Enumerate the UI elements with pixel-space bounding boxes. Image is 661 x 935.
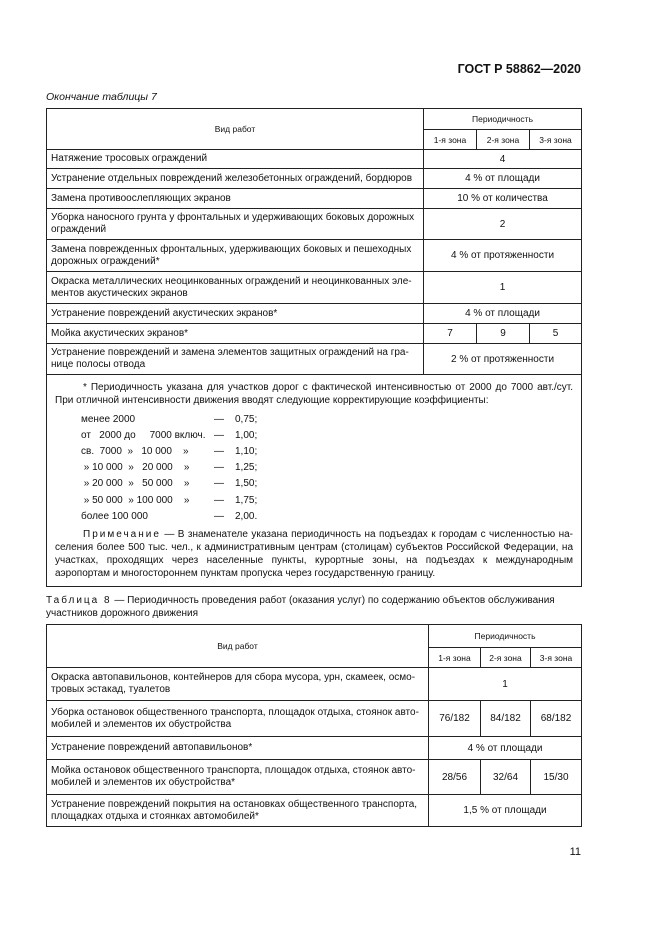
table8-caption-label: Таблица 8 — [46, 595, 112, 606]
coefficient-row — [81, 492, 573, 508]
period-cell-zone-2: 84/182 — [481, 701, 531, 737]
period-cell-zone-3: 68/182 — [531, 701, 582, 737]
work-cell: Устранение отдельных повреждений железобетонных ограждений, бордюров — [47, 169, 424, 189]
period-cell-zone-1: 28/56 — [429, 760, 481, 795]
period-cell-zone-2: 32/64 — [481, 760, 531, 795]
table-row — [47, 737, 582, 760]
table-row — [47, 324, 582, 344]
work-cell: Замена поврежденных фронтальных, удерживающих боковых и пешеходных дорожных ограждений* — [47, 240, 424, 272]
coefficient-row — [81, 476, 573, 492]
work-cell: Устранение повреждений и замена элементов защитных ограждений на границе полосы отвода — [47, 344, 424, 375]
col-header-period: Периодичность — [424, 109, 582, 130]
table-row — [47, 701, 582, 737]
table8-caption — [46, 594, 581, 620]
work-cell: Окраска металлических неоцинкованных ограждений и неоцинкованных элементов акустических экранов — [47, 272, 424, 304]
coef-range: св. 7000 » 10 000 » — [81, 445, 189, 457]
coef-value: 0,75; — [235, 413, 258, 425]
coef-range: » 10 000 » 20 000 » — [81, 462, 190, 474]
period-cell-zone-1: 7 — [424, 324, 477, 344]
footnote-text: * Периодичность указана для участков дорог с фактической интенсивностью от 2000 до 7000 авт./сут. При отличной интенсивности движения вводят следующие корректирующие коэффициенты: — [55, 382, 574, 406]
col-header-zone-3: 3-я зона — [530, 130, 582, 150]
coefficient-row — [81, 411, 573, 427]
col-header-zone-2: 2-я зона — [477, 130, 530, 150]
table8-caption-text: — Периодичность проведения работ (оказания услуг) по содержанию объектов обслуживания участников дорожного движения — [46, 595, 555, 619]
coef-dash: — — [214, 413, 224, 425]
coefficient-list — [81, 411, 573, 524]
table-row — [47, 169, 582, 189]
coef-range: более 100 000 — [81, 510, 148, 522]
period-cell-zone-1: 76/182 — [429, 701, 481, 737]
col-header-zone-1: 1-я зона — [429, 648, 481, 668]
note-text: — В знаменателе указана периодичность на подъездах к городам с численностью населения более 500 тыс. чел., к административным центрам (столицам) субъектов Российской Федерации, на участках, проходящих через населенные пункты, курортные зоны, на подъездах к международным аэропортам и многостороннем пунктам пропуска через государственную границу. — [55, 529, 574, 580]
period-cell: 1 — [424, 272, 582, 304]
coef-value: 2,00. — [235, 510, 258, 522]
period-cell: 1 — [429, 668, 582, 701]
table7-caption: Окончание таблицы 7 — [46, 91, 157, 103]
table-7 — [46, 108, 582, 587]
coef-value: 1,10; — [235, 445, 258, 457]
period-cell-zone-3: 5 — [530, 324, 582, 344]
period-cell: 10 % от количества — [424, 189, 582, 209]
table-row — [47, 240, 582, 272]
table7-note — [55, 528, 573, 580]
coef-range: » 20 000 » 50 000 » — [81, 478, 190, 490]
table-row — [47, 668, 582, 701]
coefficient-row — [81, 460, 573, 476]
page-number: 11 — [569, 846, 581, 858]
col-header-period: Периодичность — [429, 625, 582, 648]
work-cell: Устранение повреждений покрытия на остановках общественного транспорта, площадках отдыха и стоянках автомобилей* — [47, 795, 429, 827]
work-cell: Мойка акустических экранов* — [47, 324, 424, 344]
work-cell: Замена противоослепляющих экранов — [47, 189, 424, 209]
col-header-work: Вид работ — [47, 109, 424, 150]
work-cell: Устранение повреждений акустических экранов* — [47, 304, 424, 324]
coefficient-row — [81, 508, 573, 524]
table-8 — [46, 624, 582, 827]
coef-dash: — — [214, 429, 224, 441]
table-row — [47, 272, 582, 304]
col-header-zone-2: 2-я зона — [481, 648, 531, 668]
col-header-zone-3: 3-я зона — [531, 648, 582, 668]
coef-range: менее 2000 — [81, 413, 136, 425]
table-row — [47, 304, 582, 324]
table7-footnote — [47, 375, 582, 587]
period-cell: 4 % от протяженности — [424, 240, 582, 272]
col-header-zone-1: 1-я зона — [424, 130, 477, 150]
coef-dash: — — [214, 478, 224, 490]
table-row — [47, 150, 582, 169]
period-cell: 4 — [424, 150, 582, 169]
coef-dash: — — [214, 494, 224, 506]
coefficient-row — [81, 443, 573, 459]
coef-range: от 2000 до 7000 включ. — [81, 429, 206, 441]
period-cell: 1,5 % от площади — [429, 795, 582, 827]
coef-value: 1,00; — [235, 429, 258, 441]
period-cell: 4 % от площади — [429, 737, 582, 760]
work-cell: Уборка остановок общественного транспорта, площадок отдыха, стоянок автомобилей и элементов их обустройства — [47, 701, 429, 737]
table-row — [47, 760, 582, 795]
period-cell: 4 % от площади — [424, 304, 582, 324]
period-cell: 2 % от протяженности — [424, 344, 582, 375]
coef-value: 1,75; — [235, 494, 258, 506]
coef-range: » 50 000 » 100 000 » — [81, 494, 190, 506]
work-cell: Устранение повреждений автопавильонов* — [47, 737, 429, 760]
table-row — [47, 795, 582, 827]
table-row — [47, 209, 582, 240]
period-cell-zone-2: 9 — [477, 324, 530, 344]
period-cell-zone-3: 15/30 — [531, 760, 582, 795]
coefficient-row — [81, 427, 573, 443]
work-cell: Натяжение тросовых ограждений — [47, 150, 424, 169]
period-cell: 2 — [424, 209, 582, 240]
note-label: Примечание — [83, 529, 161, 541]
period-cell: 4 % от площади — [424, 169, 582, 189]
coef-value: 1,25; — [235, 462, 258, 474]
standard-designation: ГОСТ Р 58862—2020 — [457, 62, 581, 76]
coef-dash: — — [214, 445, 224, 457]
coef-dash: — — [214, 510, 224, 522]
table-row — [47, 189, 582, 209]
coef-value: 1,50; — [235, 478, 258, 490]
coef-dash: — — [214, 462, 224, 474]
work-cell: Мойка остановок общественного транспорта, площадок отдыха, стоянок автомобилей и элементов их обустройства* — [47, 760, 429, 795]
work-cell: Уборка наносного грунта у фронтальных и удерживающих боковых дорожных ограждений — [47, 209, 424, 240]
table-row — [47, 344, 582, 375]
work-cell: Окраска автопавильонов, контейнеров для сбора мусора, урн, скамеек, осмотровых эстакад, туалетов — [47, 668, 429, 701]
col-header-work: Вид работ — [47, 625, 429, 668]
